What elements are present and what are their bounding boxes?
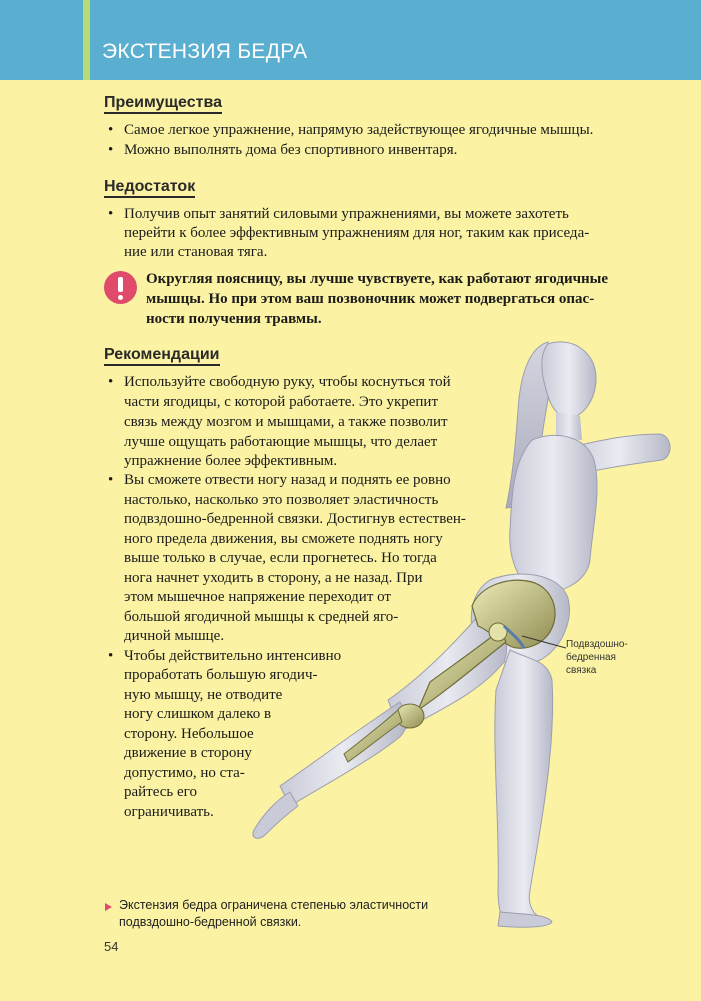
drawback-line: перейти к более эффективным упражнениям для ног, таким как приседа-: [124, 225, 590, 241]
recommendation-line: настолько, насколько это позволяет эластичность: [124, 492, 439, 508]
recommendation-line: допустимо, но ста-: [124, 765, 245, 781]
recommendation-line: этом мышечное напряжение переходит от: [124, 589, 391, 605]
bullet-icon: •: [108, 472, 114, 488]
recommendation-line: Вы сможете отвести ногу назад и поднять ее ровно: [124, 472, 451, 488]
header-accent-bar: [83, 0, 90, 80]
advantage-item: Самое легкое упражнение, напрямую задействующее ягодичные мышцы.: [124, 122, 594, 138]
recommendation-line: ную мышцу, не отводите: [124, 687, 283, 703]
recommendation-line: сторону. Небольшое: [124, 726, 254, 742]
bullet-icon: •: [108, 374, 114, 390]
recommendations-heading: Рекомендации: [104, 346, 220, 366]
bullet-icon: •: [108, 206, 114, 222]
drawback-heading: Недостаток: [104, 178, 195, 198]
bullet-icon: •: [108, 648, 114, 664]
figure-caption-line: Экстензия бедра ограничена степенью эластичности: [119, 898, 429, 912]
caption-triangle-icon: [105, 903, 112, 911]
ligament-callout-label: Подвздошно- бедренная связка: [566, 639, 628, 676]
advantages-heading: Преимущества: [104, 94, 222, 114]
recommendation-line: Используйте свободную руку, чтобы коснуться той: [124, 374, 451, 390]
recommendation-line: райтесь его: [124, 784, 197, 800]
figure-caption-line: подвздошно-бедренной связки.: [119, 915, 302, 929]
recommendation-line: связь между мозгом и мышцами, а также позволит: [124, 414, 448, 430]
page-number: 54: [104, 939, 119, 954]
recommendation-line: нога начнет уходить в сторону, а не назад. При: [124, 570, 423, 586]
recommendation-line: ного предела движения, вы сможете поднять ногу: [124, 531, 443, 547]
page-title: ЭКСТЕНЗИЯ БЕДРА: [102, 40, 308, 63]
bullet-icon: •: [108, 142, 114, 158]
warning-line: мышцы. Но при этом ваш позвоночник может подвергаться опас-: [146, 291, 595, 307]
recommendation-line: подвздошно-бедренной связки. Достигнув естествен-: [124, 511, 466, 527]
recommendation-line: лучше ощущать работающие мышцы, что делает: [124, 434, 438, 450]
advantage-item: Можно выполнять дома без спортивного инвентаря.: [124, 142, 458, 158]
recommendation-line: проработать большую ягодич-: [124, 667, 318, 683]
bullet-icon: •: [108, 122, 114, 138]
warning-exclamation-icon: [104, 271, 137, 304]
drawback-line: ние или становая тяга.: [124, 244, 268, 260]
warning-line: Округляя поясницу, вы лучше чувствуете, как работают ягодичные: [146, 271, 609, 287]
recommendation-line: части ягодицы, с которой работаете. Это укрепит: [124, 394, 438, 410]
recommendation-line: движение в сторону: [124, 745, 252, 761]
warning-line: ности получения травмы.: [146, 311, 322, 327]
recommendation-line: Чтобы действительно интенсивно: [124, 648, 342, 664]
recommendation-line: ограничивать.: [124, 804, 214, 820]
recommendation-line: упражнение более эффективным.: [124, 453, 338, 469]
recommendation-line: выше только в случае, если прогнетесь. Но тогда: [124, 550, 437, 566]
recommendation-line: дичной мышце.: [124, 628, 225, 644]
recommendation-line: большой ягодичной мышцы к средней яго-: [124, 609, 399, 625]
drawback-line: Получив опыт занятий силовыми упражнениями, вы можете захотеть: [124, 206, 569, 222]
recommendation-line: ногу слишком далеко в: [124, 706, 272, 722]
